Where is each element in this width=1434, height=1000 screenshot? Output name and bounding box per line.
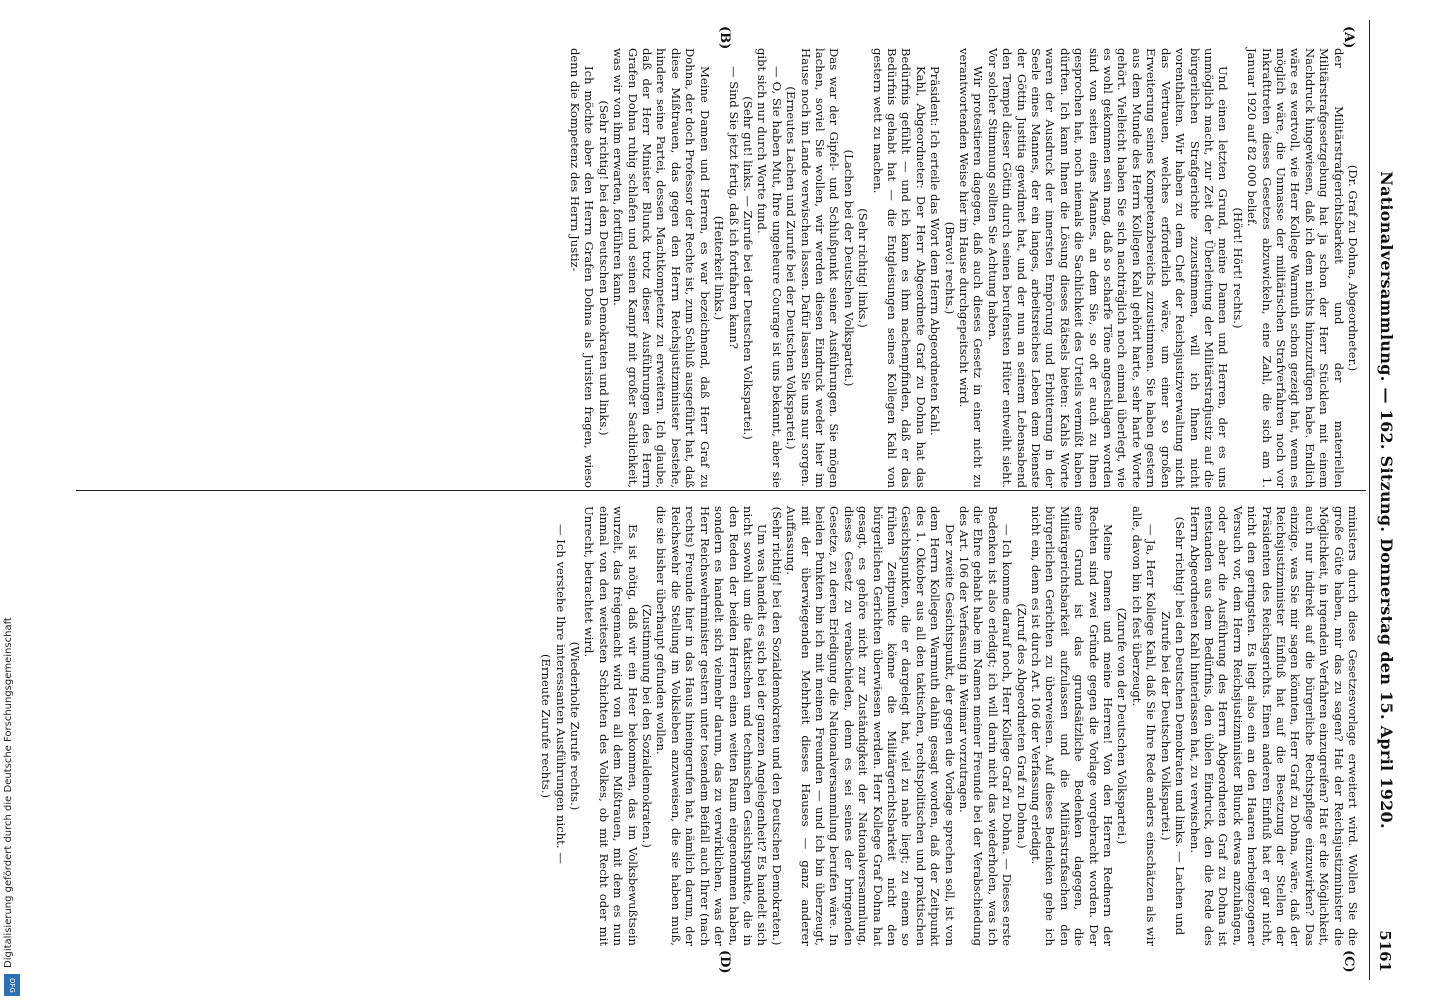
digitization-note: Digitalisierung gefördert durch die Deutsche Forschungsgemeinschaft <box>3 617 14 968</box>
dfg-logo: DFG <box>4 974 20 996</box>
paragraph: — Ich verstehe Ihre interessanten Ausführungen nicht. — <box>553 524 568 864</box>
paragraph: — Sind Sie jetzt fertig, daß ich fortfahren kann? <box>726 66 741 350</box>
interjection: (Sehr richtig! bei den Deutschen Demokraten und links. — Lachen und Zurufe bei der Deutschen Volkspartei.) <box>1158 516 1188 936</box>
paragraph: Meine Damen und Herren, es war bezeichnend, daß Herr Graf zu Dohna, der doch Professor der Rechte ist, zum Schluß ausgeführt hat, daß diese Mißtrauen, das gegen den Herrn Reichsjustizminister bestehe, hindere seine Partei, dessen Machtkompetenz zu erweitern. Ich glaube, daß der Herr Minister Blunck trotz dieser Ausführungen des Herrn Grafen Dohna ruhig schlafen und seinen Kampf mit großer Sachlichkeit, was wir von ihm erwarten, fortführen kann. <box>611 48 712 488</box>
paragraph: Kahl, Abgeordneter: Der Herr Abgeordnete Graf zu Dohna hat das Bedürfnis gefühlt — und ich kann es ihm nachempfinden, daß er das Bedürfnis gehabt hat — die Entgleisungen seines Kollegen Kahl von gestern wett zu machen. <box>870 48 928 488</box>
margin-marker-b: (B) <box>717 26 732 50</box>
header-rule <box>1369 20 1370 980</box>
interjection: (Erneute Zurufe rechts.) <box>539 653 554 799</box>
paragraph: — O, Sie haben Mut, Ihre ungeheure Courage ist uns bekannt, aber sie gibt sich nur durch Worte fund. <box>755 48 784 488</box>
page-number: 5161 <box>1376 930 1394 972</box>
interjection: (Hört! Hört! rechts.) <box>1230 207 1245 329</box>
interjection: (Heiterkeit links.) <box>712 215 727 321</box>
paragraph: — Ich komme darauf noch, Herr Kollege Graf zu Dohna. — Dieses erste Bedenken ist also erledigt; ich will darin nicht das wiederholen, was ich die Ehre gehabt habe im Namen meiner Freunde bei der Verabschiedung des Art. 106 der Verfassung in Weimar vorzutragen. <box>957 506 1015 946</box>
speaker-tag: (Dr. Graf zu Dohna, Abgeordneter.) <box>1346 164 1360 372</box>
interjection: (Lachen bei der Deutschen Volkspartei.) <box>841 149 856 387</box>
paragraph: Um was handelt es sich bei der ganzen Angelegenheit? Es handelt sich nicht sowohl um die taktischen und technischen Gesichtspunkte, die in den Reden der beiden Herren einen weiten Raum eingenommen haben, sondern es handelt sich vielmehr darum, das zu verwirklichen, was der Herr Reichswehrminister gestern unter tosendem Beifall auch Ihrer (nach rechts) Freunde hier in das Haus hineingerufen hat, nämlich darum, der Reichswehr die Stellung im Volksleben anzuweisen, die sie haben muß, die sie bisher überhaupt gefunden wollen. <box>654 506 770 946</box>
interjection: (Sehr richtig! links.) <box>856 208 871 328</box>
left-column <box>568 48 1360 488</box>
running-title: Nationalversammlung. — 162. Sitzung. Donnerstag den 15. April 1920. <box>1377 171 1396 829</box>
paragraph: Meine Damen und meine Herren! Von den Herren Rednern der Rechten sind zwei Gründe gegen die Vorlage vorgebracht worden. Der eine Grund ist das grundsätzliche Bedenken dagegen, die Militärgerichtsbarkeit aufzulassen und die Militärstrafsachen den bürgerlichen Gerichten zu überweisen. Auf dieses Bedenken gehe ich nicht ein, denn es ist durch Art. 106 der Verfassung erledigt. <box>1029 506 1116 946</box>
paragraph: Präsident: Ich erteile das Wort dem Herrn Abgeordneten Kahl. <box>928 66 943 436</box>
interjection: (Erneutes Lachen und Zurufe bei der Deutschen Volkspartei.) <box>784 86 799 450</box>
margin-marker-d: (D) <box>717 950 732 974</box>
paragraph: Ich möchte aber den Herrn Grafen Dohna als Juristen fragen, wieso denn die Kompetenz des Herrn Justiz- <box>568 48 597 488</box>
margin-marker-a: (A) <box>1341 26 1356 49</box>
paragraph: — Ja, Herr Kollege Kahl, daß Sie Ihre Rede anders einschätzen als wir alle, davon bin ich fest überzeugt. <box>1129 506 1159 946</box>
right-column <box>539 506 1360 946</box>
paragraph: Wir protestieren dagegen, daß auch dieses Gesetz in einer nicht zu verantwortenden Weise hier im Hause durchgepeitscht wird. <box>957 48 986 488</box>
paragraph: Es ist nötig, daß wir ein Heer bekommen, das im Volksbewußtsein wurzelt, das freigemacht wird von all dem Mißtrauen, mit dem es nun einmal von den weitesten Schichten des Volkes, ob mit Recht oder mit Unrecht, betrachtet wird. <box>582 506 640 946</box>
paragraph: der Militärstrafgerichtsbarkeit und der materiellen Militärstrafgesetzgebung hat ja schon der Herr Stücklen mit einem Nachdruck hingewiesen, daß ich dem nichts hinzuzufügen habe. Endlich wäre es wertvoll, wie Herr Kollege Warmuth schon gezeigt hat, wenn es möglich wäre, die Unmasse der militärischen Strafverfahren noch vor Inkrafttreten dieses Gesetzes abzuwickeln, eine Zahl, die sich am 1. Januar 1920 auf 82 000 belief. <box>1245 48 1346 488</box>
margin-marker-c: (C) <box>1341 950 1356 973</box>
interjection: (Sehr richtig! bei den Deutschen Demokraten und links.) <box>596 100 611 436</box>
interjection: (Bravo! rechts.) <box>942 221 957 315</box>
paragraph: Das war der Gipfel- und Schlußpunkt seiner Ausführungen. Sie mögen lachen, soviel Sie wollen, wir werden diesen Eindruck weder hier im Hause noch im Lande verwischen lassen. Dafür lassen Sie uns nur sorgen. <box>798 48 842 488</box>
paragraph: Der zweite Gesichtspunkt, der gegen die Vorlage sprechen soll, ist von dem Herrn Kollegen Warmuth dahin gesagt worden, daß der Zeitpunkt des 1. Oktober aus all den taktischen, rechtspolitischen und praktischen Gesichtspunkten, die er dargelegt hat, viel zu nahe liegt; zu einem so frühen Zeitpunkte könne die Militärgerichtsbarkeit nicht den bürgerlichen Gerichten überwiesen werden. Herr Kollege Graf Dohna hat gesagt, es gehöre nicht zur Zuständigkeit der Nationalversammlung, dieses Gesetz zu verabschieden, denn es sei seines der bringenden Gesetze, zu deren Erledigung die Nationalversammlung berufen wäre. In beiden Punkten bin ich mit meinen Freunden — und ich bin überzeugt, mit der überwiegenden Mehrheit dieses Hauses — ganz anderer Auffassung. <box>784 506 957 946</box>
interjection: (Zustimmung bei den Sozialdemokraten.) <box>640 604 655 848</box>
interjection: (Wiederholte Zurufe rechts.) <box>568 641 583 811</box>
interjection: (Zuruf des Abgeordneten Graf zu Dohna.) <box>1014 603 1029 849</box>
interjection: (Zurufe von der Deutschen Volkspartei.) <box>1115 607 1130 845</box>
paragraph: Und einen letzten Grund, meine Damen und Herren, der es uns unmöglich macht, zur Zeit der Überleitung der Militärstrafjustiz auf die bürgerlichen Strafgerichte zuzustimmen, will ich Ihnen nicht vorenthalten. Wir haben zu dem Chef der Reichsjustizverwaltung nicht das Vertrauen, welches erforderlich wäre, um einer so großen Erweiterung seines Kompetenzbereichs zuzustimmen. Sie haben gestern aus dem Munde des Herrn Kollegen Kahl gehört harte, sehr harte Worte gehört. Vielleicht haben Sie sich nachträglich noch einmal überlegt, wie es wohl gekommen sein mag, daß so scharfe Töne angeschlagen worden sind von seiten eines Mannes, an dem Sie, so oft er auch zu Ihnen gesprochen hat, noch niemals die Sachlichkeit des Urteils vermißt haben dürften. Ich kann Ihnen die Lösung dieses Rätsels bieten: Kahls Worte waren der Ausdruck der innersten Empörung und Erbitterung in der Seele eines Mannes, der ein langes, arbeitsreiches Leben dem Dienste der Göttin Justitia gewidmet hat, und der nun an seinem Lebensabend den Tempel dieser Göttin durch seinen berufensten Hüter entweiht sieht. Vor solcher Stimmung sollten Sie Achtung haben. <box>985 48 1231 488</box>
interjection: (Sehr gut! links. — Zurufe bei der Deutschen Volkspartei.) <box>740 96 755 440</box>
paragraph: ministers durch diese Gesetzesvorlage erweitert wird. Wollen Sie die große Güte haben, mir das zu sagen? Hat der Reichsjustizminister die Möglichkeit, in irgendein Verfahren einzugreifen? Hat er die Möglichkeit, auch nur indirekt auf die bürgerliche Rechtspflege einzuwirken? Das einzige, was Sie mir sagen könnten, Herr Graf zu Dohna, wäre, daß der Reichsjustizminister Einfluß hat auf die Besetzung der Stellen der Präsidenten des Reichsgerichts. Einen anderen Einfluß hat er gar nicht, nicht den geringsten. Es liegt also ein an den Haaren herbeigezogener Versuch vor, dem Herrn Reichsjustizminister Blunck etwas anzuhängen, oder aber die Ausführung des Herrn Abgeordneten Graf zu Dohna ist entstanden aus dem Bedürfnis, den üblen Eindruck, den die Rede des Herrn Abgeordneten Kahl hinterlassen hat, zu verwischen. <box>1187 506 1360 946</box>
document-page <box>70 20 1400 980</box>
interjection: (Sehr richtig! bei den Sozialdemokraten und den Deutschen Demokraten.) <box>769 506 784 946</box>
page-header <box>1370 20 1400 980</box>
column-divider <box>76 490 1366 491</box>
